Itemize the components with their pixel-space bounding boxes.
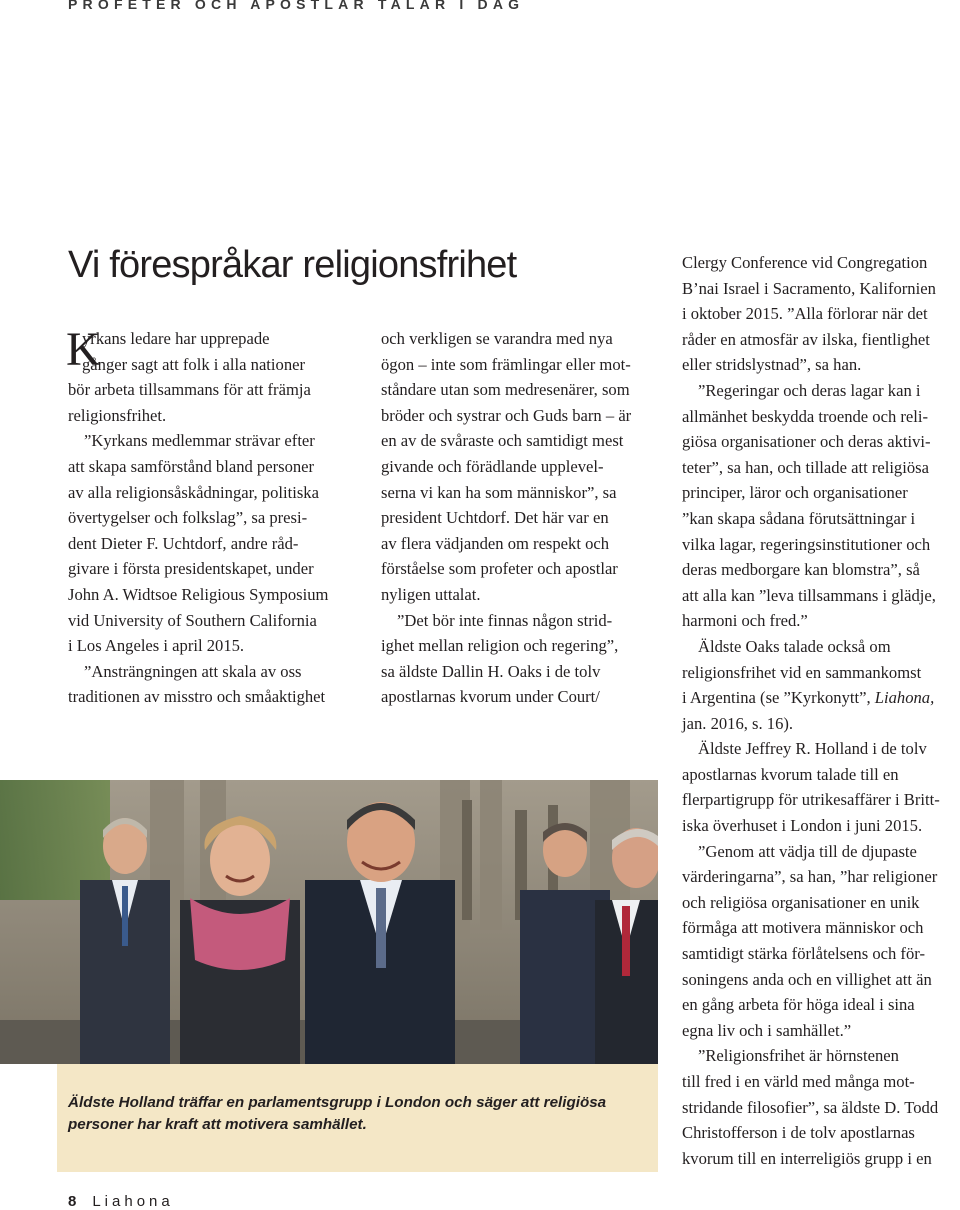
body-line: flerpartigrupp för utrikesaffärer i Britt- (682, 790, 940, 810)
body-line: ”Regeringar och deras lagar kan i (698, 380, 921, 400)
body-line: Clergy Conference vid Congregation (682, 253, 928, 272)
body-line: apostlarnas kvorum under Court/ (381, 687, 600, 707)
body-line: ”Det bör inte finnas någon strid- (397, 610, 613, 630)
running-head: PROFETER OCH APOSTLAR TALAR I DAG (68, 0, 525, 12)
article-photo (0, 780, 658, 1064)
body-line: av flera vädjanden om respekt och (381, 533, 610, 553)
body-line: ighet mellan religion och regering”, (381, 636, 619, 656)
photo-illustration (0, 780, 658, 1064)
body-line: ”Religionsfrihet är hörnstenen (698, 1046, 899, 1066)
body-line: vilka lagar, regeringsinstitutioner och (682, 534, 931, 554)
body-line: dent Dieter F. Uchtdorf, andre råd- (68, 533, 299, 553)
magazine-name: Liahona (92, 1193, 174, 1210)
body-line: teter”, sa han, och tillade att religiösa (682, 457, 929, 477)
body-line: deras medborgare kan blomstra”, så (682, 560, 920, 580)
body-line (682, 685, 957, 711)
body-line: ”Kyrkans medlemmar strävar efter (84, 431, 315, 451)
body-line: givande och förädlande upplevel- (381, 456, 604, 476)
body-line: i oktober 2015. ”Alla förlorar när det (682, 304, 928, 324)
body-line: B’nai Israel i Sacramento, Kalifornien (682, 278, 936, 298)
body-line: president Uchtdorf. Det här var en (381, 508, 609, 528)
body-line: övertygelser och folkslag”, sa presi- (68, 508, 308, 528)
body-line: givare i första presidentskapet, under (68, 559, 314, 579)
body-line: till fred i en värld med många mot- (682, 1072, 915, 1091)
body-line: harmoni och fred.” (682, 611, 808, 631)
body-line: Äldste Oaks talade också om (698, 636, 891, 656)
body-column-2 (381, 326, 646, 710)
body-line: ståndare utan som medresenärer, som (381, 380, 630, 400)
body-line: jan. 2016, s. 16). (682, 713, 794, 733)
body-line: giösa organisationer och deras aktivi- (682, 432, 931, 452)
body-line: egna liv och i samhället.” (682, 1020, 852, 1040)
page-footer (68, 1193, 174, 1210)
body-line: stridande filosofier”, sa äldste D. Todd (682, 1097, 939, 1117)
caption-line: Äldste Holland träffar en parlamentsgrupp i London och säger att religiösa (68, 1094, 607, 1111)
body-line: och verkligen se varandra med nya (381, 329, 613, 348)
body-line: apostlarnas kvorum talade till en (682, 764, 899, 784)
body-line: en av de svåraste och samtidigt mest (381, 431, 624, 451)
body-line: bröder och systrar och Guds barn – är (381, 405, 632, 425)
body-line: bör arbeta tillsammans för att främja (68, 380, 311, 400)
body-line: sa äldste Dallin H. Oaks i de tolv (381, 661, 601, 681)
body-line: och religiösa organisationer en unik (682, 892, 920, 912)
photo-caption (68, 1092, 648, 1136)
body-line: ”Genom att vädja till de djupaste (698, 841, 917, 861)
body-line: värderingarna”, sa han, ”har religioner (682, 867, 938, 887)
body-line: eller stridslystnad”, sa han. (682, 355, 862, 375)
body-line: Christofferson i de tolv apostlarnas (682, 1123, 915, 1143)
body-line: kvorum till en interreligiös grupp i en (682, 1148, 932, 1168)
body-line: förmåga att motivera människor och (682, 918, 924, 938)
body-line-text: i Argentina (se ”Kyrkonytt”, (682, 688, 875, 708)
drop-cap: K (66, 323, 101, 376)
body-line: i Los Angeles i april 2015. (68, 636, 245, 656)
body-line: en gång arbeta för höga ideal i sina (682, 995, 915, 1015)
body-line: soningens anda och en villighet att än (682, 969, 932, 989)
body-line: nyligen uttalat. (381, 584, 481, 604)
body-line: ”kan skapa sådana förutsättningar i (682, 508, 916, 528)
article-title: Vi förespråkar religionsfrihet (68, 244, 517, 286)
body-line: traditionen av misstro och småaktighet (68, 687, 326, 707)
body-column-1 (66, 323, 358, 710)
body-line: iska överhuset i London i juni 2015. (682, 816, 923, 836)
body-line: vid University of Southern California (68, 610, 317, 630)
body-line: att alla kan ”leva tillsammans i glädje, (682, 585, 936, 605)
body-line: principer, läror och organisationer (682, 483, 908, 503)
body-line: förståelse som profeter och apostlar (381, 559, 618, 579)
body-line: Äldste Jeffrey R. Holland i de tolv (698, 739, 927, 759)
body-line: ögon – inte som främlingar eller mot- (381, 354, 631, 374)
body-column-3 (682, 250, 957, 1171)
body-line: John A. Widtsoe Religious Symposium (68, 584, 329, 604)
liahona-italic-reference: Liahona, (874, 688, 935, 708)
body-line: religionsfrihet. (68, 405, 167, 425)
body-line: att skapa samförstånd bland personer (68, 456, 315, 476)
body-line: allmänhet beskydda troende och reli- (682, 406, 929, 426)
body-line: religionsfrihet vid en sammankomst (682, 662, 922, 682)
body-line: av alla religionsåskådningar, politiska (68, 482, 319, 502)
body-line: serna vi kan ha som människor”, sa (381, 482, 617, 502)
body-line: gånger sagt att folk i alla nationer (82, 354, 306, 374)
body-line: ”Ansträngningen att skala av oss (84, 661, 302, 681)
caption-line: personer har kraft att motivera samhället. (68, 1116, 367, 1133)
body-line: yrkans ledare har upprepade (82, 329, 270, 348)
body-line: samtidigt stärka förlåtelsens och för- (682, 944, 925, 964)
page-number: 8 (68, 1193, 77, 1210)
body-line: råder en atmosfär av ilska, fientlighet (682, 329, 930, 349)
photo-caption-box (57, 1064, 658, 1172)
